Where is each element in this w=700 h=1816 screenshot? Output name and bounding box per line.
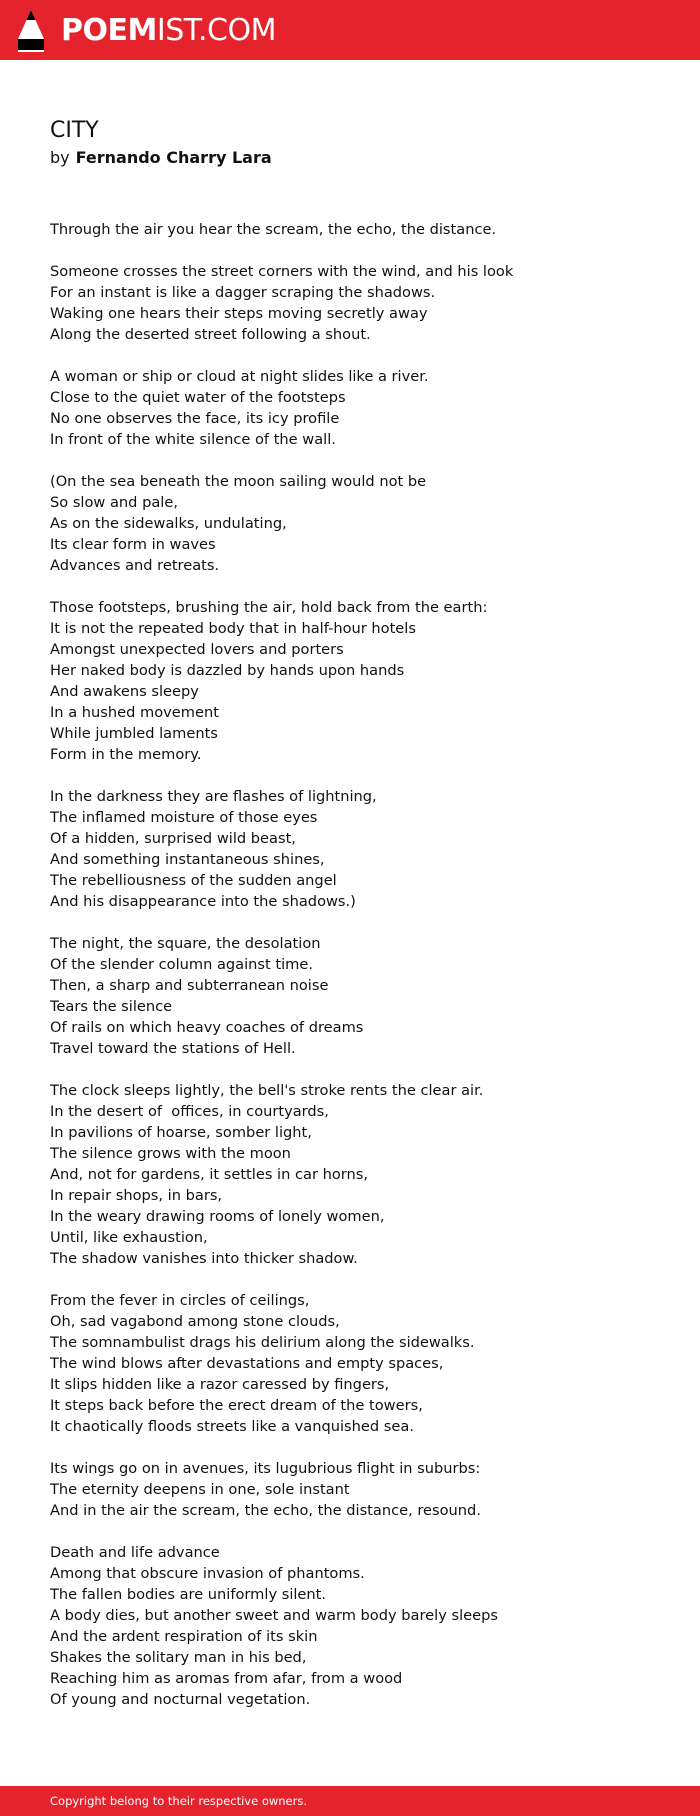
poem-line: The somnambulist drags his delirium along the sidewalks. <box>50 1334 475 1351</box>
poem-line: It slips hidden like a razor caressed by fingers, <box>50 1376 390 1393</box>
poem-line: It steps back before the erect dream of the towers, <box>50 1397 423 1414</box>
poem-line: In the darkness they are flashes of lightning, <box>50 788 377 805</box>
poem-line: Death and life advance <box>50 1544 220 1561</box>
pencil-icon <box>17 9 45 53</box>
poem-line: The fallen bodies are uniformly silent. <box>50 1586 327 1603</box>
poem-line: Someone crosses the street corners with the wind, and his look <box>50 263 514 280</box>
poem-line: Its clear form in waves <box>50 536 216 553</box>
poem-line: And the ardent respiration of its skin <box>50 1628 318 1645</box>
poem-line: For an instant is like a dagger scraping the shadows. <box>50 284 436 301</box>
poem-line: Reaching him as aromas from afar, from a wood <box>50 1670 403 1687</box>
poem-stanza <box>50 1080 670 1269</box>
site-footer <box>0 1786 700 1816</box>
poem-line: Among that obscure invasion of phantoms. <box>50 1565 365 1582</box>
poem-line: And in the air the scream, the echo, the distance, resound. <box>50 1502 481 1519</box>
poem-line: In the desert of offices, in courtyards, <box>50 1103 329 1120</box>
logo-wordmark-bold: POEM <box>61 13 157 48</box>
poem-line: Form in the memory. <box>50 746 202 763</box>
poem-line: The wind blows after devastations and empty spaces, <box>50 1355 444 1372</box>
poem-line: In a hushed movement <box>50 704 219 721</box>
poem-line: Of rails on which heavy coaches of dreams <box>50 1019 364 1036</box>
poem-line: The rebelliousness of the sudden angel <box>50 872 337 889</box>
site-header <box>0 0 700 60</box>
poem-stanza <box>50 471 670 576</box>
poem-line: Then, a sharp and subterranean noise <box>50 977 329 994</box>
poem-stanza <box>50 597 670 765</box>
poem-stanza <box>50 1458 670 1521</box>
poem-line: Along the deserted street following a shout. <box>50 326 371 343</box>
poem-line: As on the sidewalks, undulating, <box>50 515 287 532</box>
poem-line: The shadow vanishes into thicker shadow. <box>50 1250 358 1267</box>
poem-line: The silence grows with the moon <box>50 1145 291 1162</box>
poem-stanza <box>50 1542 670 1710</box>
poem-line: And something instantaneous shines, <box>50 851 325 868</box>
poem-line: Those footsteps, brushing the air, hold back from the earth: <box>50 599 488 616</box>
poem-title: CITY <box>50 118 99 143</box>
poem-line: Until, like exhaustion, <box>50 1229 208 1246</box>
poem-stanza <box>50 219 670 240</box>
poem-line: And, not for gardens, it settles in car horns, <box>50 1166 369 1183</box>
logo-wordmark <box>61 9 276 53</box>
poem-body <box>50 219 670 1731</box>
poem-line: Of a hidden, surprised wild beast, <box>50 830 296 847</box>
poem-line: It is not the repeated body that in half-hour hotels <box>50 620 416 637</box>
by-label: by <box>50 148 70 167</box>
logo-wordmark-light: IST.COM <box>156 13 276 48</box>
poem-line: From the fever in circles of ceilings, <box>50 1292 310 1309</box>
poem-line: Its wings go on in avenues, its lugubrious flight in suburbs: <box>50 1460 481 1477</box>
poem-line: The night, the square, the desolation <box>50 935 321 952</box>
poem-line: It chaotically floods streets like a vanquished sea. <box>50 1418 414 1435</box>
poem-line: Shakes the solitary man in his bed, <box>50 1649 307 1666</box>
poem-line: The clock sleeps lightly, the bell's stroke rents the clear air. <box>50 1082 484 1099</box>
poem-line: Travel toward the stations of Hell. <box>50 1040 296 1057</box>
copyright-notice: Copyright belong to their respective owners. <box>50 1794 308 1808</box>
poem-byline <box>50 147 272 169</box>
poem-line: A body dies, but another sweet and warm body barely sleeps <box>50 1607 498 1624</box>
poem-line: Oh, sad vagabond among stone clouds, <box>50 1313 340 1330</box>
poem-line: In front of the white silence of the wall. <box>50 431 336 448</box>
poem-stanza <box>50 261 670 345</box>
poem-line: Waking one hears their steps moving secretly away <box>50 305 428 322</box>
poem-line: Of the slender column against time. <box>50 956 314 973</box>
poem-line: Through the air you hear the scream, the echo, the distance. <box>50 221 497 238</box>
poem-line: While jumbled laments <box>50 725 218 742</box>
poem-line: And awakens sleepy <box>50 683 199 700</box>
poem-line: Advances and retreats. <box>50 557 220 574</box>
site-logo[interactable] <box>17 9 276 53</box>
poem-line: In repair shops, in bars, <box>50 1187 223 1204</box>
poem-author: Fernando Charry Lara <box>75 148 272 167</box>
poem-line: No one observes the face, its icy profile <box>50 410 340 427</box>
poem-line: Close to the quiet water of the footsteps <box>50 389 346 406</box>
poem-stanza <box>50 786 670 912</box>
poem-stanza <box>50 366 670 450</box>
poem-stanza <box>50 933 670 1059</box>
poem-line: Of young and nocturnal vegetation. <box>50 1691 311 1708</box>
poem-line: In the weary drawing rooms of lonely women, <box>50 1208 385 1225</box>
poem-stanza <box>50 1290 670 1437</box>
poem-line: Amongst unexpected lovers and porters <box>50 641 344 658</box>
poem-line: (On the sea beneath the moon sailing would not be <box>50 473 427 490</box>
poem-line: Tears the silence <box>50 998 173 1015</box>
poem-line: Her naked body is dazzled by hands upon hands <box>50 662 405 679</box>
poem-line: The eternity deepens in one, sole instant <box>50 1481 350 1498</box>
poem-line: In pavilions of hoarse, somber light, <box>50 1124 312 1141</box>
poem-line: A woman or ship or cloud at night slides like a river. <box>50 368 429 385</box>
poem-line: And his disappearance into the shadows.) <box>50 893 356 910</box>
poem-line: So slow and pale, <box>50 494 178 511</box>
poem-line: The inflamed moisture of those eyes <box>50 809 318 826</box>
